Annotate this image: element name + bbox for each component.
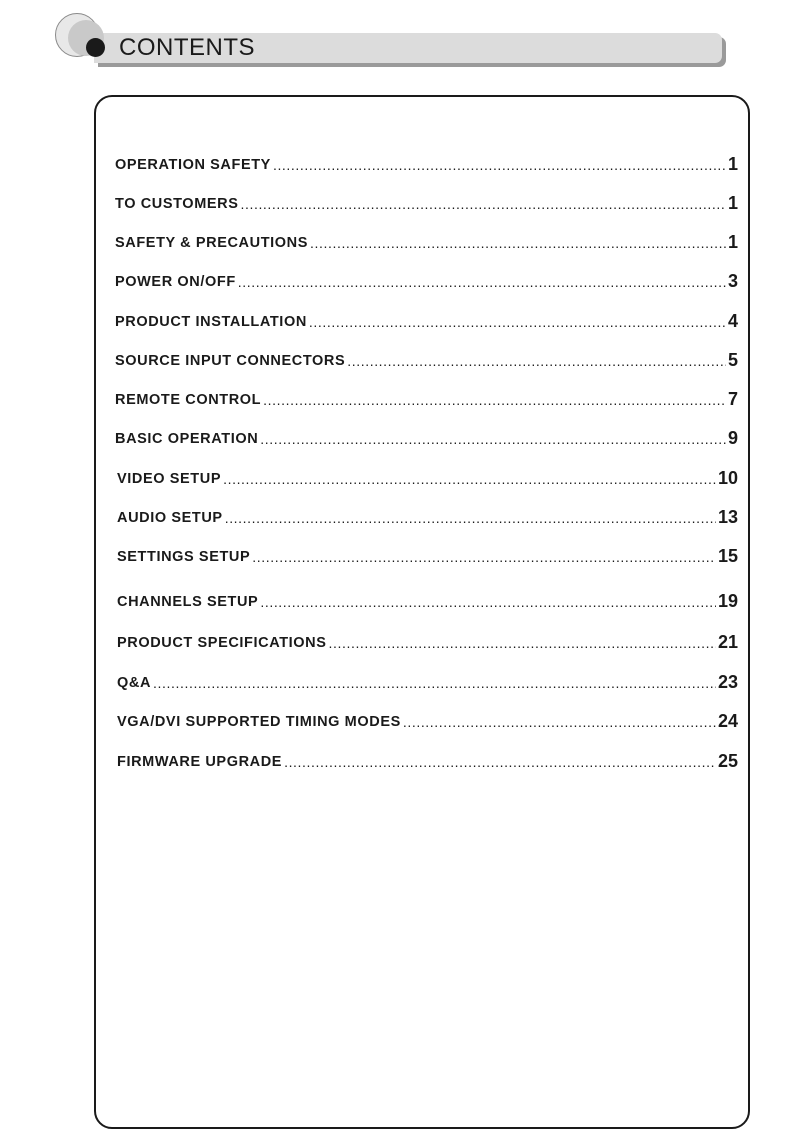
toc-leader-dots [310,234,726,252]
toc-entry[interactable] [117,668,738,692]
toc-leader-dots [347,352,726,370]
toc-entry[interactable] [117,587,738,611]
toc-entry[interactable] [117,503,738,527]
toc-entry[interactable] [115,424,738,448]
toc-entry-title: SOURCE INPUT CONNECTORS [115,353,346,369]
toc-entry-page: 13 [717,507,738,527]
toc-leader-dots [403,713,716,731]
toc-entry-page: 24 [717,711,738,731]
toc-entry[interactable] [115,346,738,370]
toc-entry[interactable] [115,307,738,331]
toc-entry-page: 7 [727,389,738,409]
toc-leader-dots [284,753,716,771]
toc-entry-page: 10 [717,468,738,488]
toc-leader-dots [260,430,726,448]
toc-entry-page: 1 [727,193,738,213]
toc-entry-title: BASIC OPERATION [115,431,259,447]
toc-entry-page: 25 [717,751,738,771]
toc-leader-dots [240,195,726,213]
toc-entry[interactable] [115,228,738,252]
toc-entry-title: PRODUCT SPECIFICATIONS [117,635,327,651]
toc-entry-page: 9 [727,428,738,448]
toc-entry[interactable] [115,267,738,291]
toc-entry-title: VGA/DVI SUPPORTED TIMING MODES [117,714,401,730]
toc-entry-page: 4 [727,311,738,331]
toc-entry-title: Q&A [117,675,152,691]
toc-entry[interactable] [117,628,738,652]
toc-entry-title: OPERATION SAFETY [115,157,271,173]
toc-entry-title: PRODUCT INSTALLATION [115,314,307,330]
toc-entry-title: AUDIO SETUP [117,510,223,526]
toc-leader-dots [153,674,716,692]
toc-entry[interactable] [117,542,738,566]
toc-leader-dots [260,593,716,611]
toc-leader-dots [225,509,716,527]
toc-leader-dots [263,391,726,409]
toc-entry[interactable] [117,464,738,488]
toc-entry-page: 3 [727,271,738,291]
toc-entry-page: 21 [717,632,738,652]
toc-entry[interactable] [115,150,738,174]
toc-entry-page: 15 [717,546,738,566]
toc-entry-page: 1 [727,232,738,252]
toc-entry[interactable] [117,747,738,771]
contents-header [0,0,808,80]
page-title: CONTENTS [119,34,255,61]
toc-leader-dots [329,634,716,652]
toc-leader-dots [252,548,716,566]
toc-entry-page: 19 [717,591,738,611]
toc-entry-title: TO CUSTOMERS [115,196,239,212]
toc-entry[interactable] [115,189,738,213]
toc-entry-title: SAFETY & PRECAUTIONS [115,235,309,251]
toc-leader-dots [309,313,726,331]
toc-entry-page: 23 [717,672,738,692]
toc-entry-title: POWER ON/OFF [115,274,236,290]
toc-entry[interactable] [115,385,738,409]
toc-entry-page: 1 [727,154,738,174]
header-bullet-icon [86,38,105,57]
toc-entry[interactable] [117,707,738,731]
toc-entry-title: REMOTE CONTROL [115,392,262,408]
toc-leader-dots [223,470,716,488]
toc-entry-title: FIRMWARE UPGRADE [117,754,283,770]
toc-entry-title: VIDEO SETUP [117,471,222,487]
toc-entry-title: SETTINGS SETUP [117,549,251,565]
toc-entry-title: CHANNELS SETUP [117,594,259,610]
toc-leader-dots [238,273,726,291]
toc-entry-page: 5 [727,350,738,370]
toc-leader-dots [273,156,726,174]
